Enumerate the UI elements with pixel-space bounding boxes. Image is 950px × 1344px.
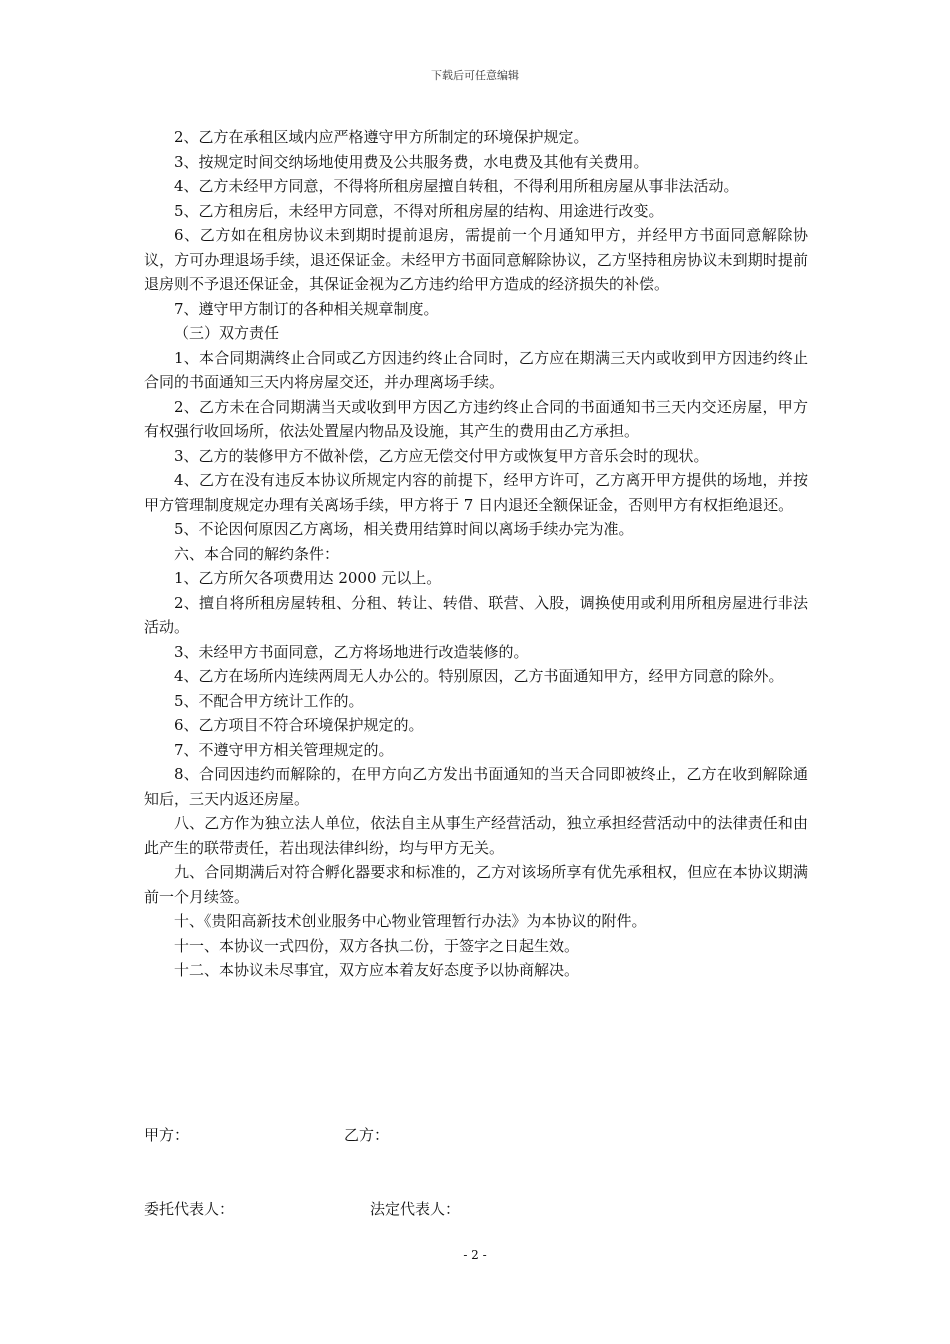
paragraph: 八、乙方作为独立法人单位，依法自主从事生产经营活动，独立承担经营活动中的法律责任和由此产生的联带责任，若出现法律纠纷，均与甲方无关。: [144, 814, 808, 857]
paragraph: 6、乙方项目不符合环境保护规定的。: [174, 716, 424, 734]
paragraph: 3、乙方的装修甲方不做补偿，乙方应无偿交付甲方或恢复甲方音乐会时的现状。: [174, 446, 709, 465]
paragraph: 2、擅自将所租房屋转租、分租、转让、转借、联营、入股，调换使用或利用所租房屋进行非法活动。: [144, 593, 808, 636]
paragraph: 九、合同期满后对符合孵化器要求和标准的，乙方对该场所享有优先承租权，但应在本协议期满前一个月续签。: [144, 863, 808, 906]
contract-body: [144, 125, 808, 983]
paragraph: 3、未经甲方书面同意，乙方将场地进行改造装修的。: [174, 642, 529, 661]
paragraph: 十一、本协议一式四份，双方各执二份，于签字之日起生效。: [174, 936, 580, 955]
paragraph: 2、乙方在承租区域内应严格遵守甲方所制定的环境保护规定。: [174, 128, 589, 146]
page-number: - 2 -: [463, 1248, 487, 1262]
entrusted-rep-label: 委托代表人：: [144, 1200, 235, 1218]
paragraph: 8、合同因违约而解除的，在甲方向乙方发出书面通知的当天合同即被终止，乙方在收到解除通知后，三天内返还房屋。: [144, 765, 808, 808]
header-note: 下载后可任意编辑: [431, 69, 519, 82]
paragraph: 5、不配合甲方统计工作的。: [174, 691, 364, 710]
paragraph: 5、不论因何原因乙方离场，相关费用结算时间以离场手续办完为准。: [174, 520, 634, 538]
section-heading: 六、本合同的解约条件：: [174, 544, 340, 563]
party-b-label: 乙方：: [344, 1126, 390, 1144]
paragraph: 4、乙方在场所内连续两周无人办公的。特别原因，乙方书面通知甲方，经甲方同意的除外。: [174, 667, 784, 685]
paragraph: 4、乙方在没有违反本协议所规定内容的前提下，经甲方许可，乙方离开甲方提供的场地，并按甲方管理制度规定办理有关离场手续，甲方将于 7 日内退还全额保证金，否则甲方有权拒绝退还。: [144, 471, 808, 514]
paragraph: 十、《贵阳高新技术创业服务中心物业管理暂行办法》为本协议的附件。: [174, 912, 647, 930]
party-a-label: 甲方：: [144, 1126, 190, 1144]
paragraph: 7、遵守甲方制订的各种相关规章制度。: [174, 299, 439, 318]
paragraph: 1、本合同期满终止合同或乙方因违约终止合同时，乙方应在期满三天内或收到甲方因违约终止合同的书面通知三天内将房屋交还，并办理离场手续。: [144, 348, 808, 391]
paragraph: 2、乙方未在合同期满当天或收到甲方因乙方违约终止合同的书面通知书三天内交还房屋，甲方有权强行收回场所，依法处置屋内物品及设施，其产生的费用由乙方承担。: [144, 397, 808, 440]
paragraph: 1、乙方所欠各项费用达 2000 元以上。: [174, 569, 442, 587]
paragraph: 7、不遵守甲方相关管理规定的。: [174, 740, 394, 759]
section-heading: （三）双方责任: [174, 324, 280, 342]
paragraph: 4、乙方未经甲方同意，不得将所租房屋擅自转租，不得利用所租房屋从事非法活动。: [174, 177, 739, 195]
paragraph: 5、乙方租房后，未经甲方同意，不得对所租房屋的结构、用途进行改变。: [174, 201, 664, 220]
paragraph: 6、乙方如在租房协议未到期时提前退房，需提前一个月通知甲方，并经甲方书面同意解除协议，方可办理退场手续，退还保证金。未经甲方书面同意解除协议，乙方坚持租房协议未到期时提前退房则不予退还保证金，其保证金视为乙方违约给甲方造成的经济损失的补偿。: [144, 226, 808, 293]
paragraph: 3、按规定时间交纳场地使用费及公共服务费，水电费及其他有关费用。: [174, 152, 649, 171]
paragraph: 十二、本协议未尽事宜，双方应本着友好态度予以协商解决。: [174, 961, 580, 979]
legal-rep-label: 法定代表人：: [370, 1200, 461, 1218]
